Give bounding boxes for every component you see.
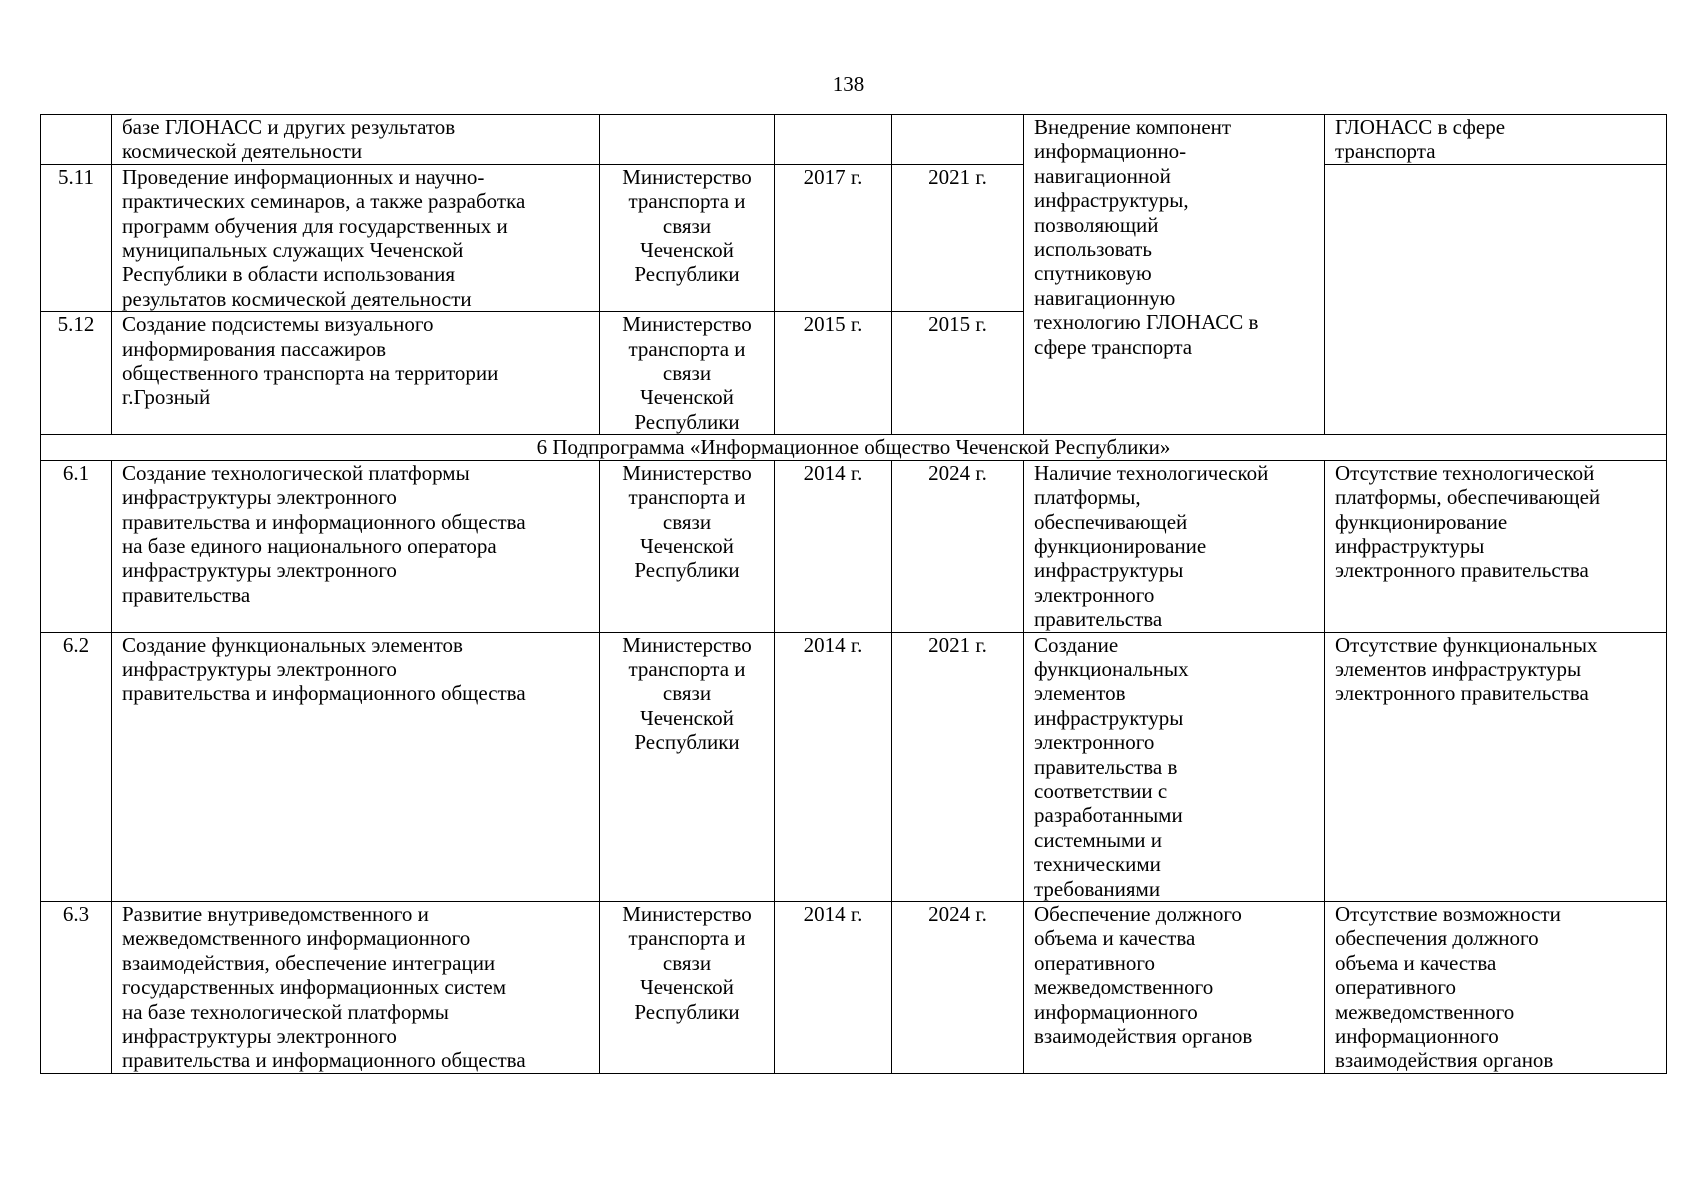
cell-consequence: Отсутствие функциональных элементов инфраструктуры электронного правительства [1325,632,1667,901]
cell-start: 2014 г. [775,460,892,632]
page-number: 138 [832,72,865,96]
cell-num [41,115,112,165]
cell-expected-result-merged: Внедрение компонент информационно- навигационной инфраструктуры, позволяющий использовать спутниковую навигационную технологию ГЛОНАСС в сфере транспорта [1024,115,1325,435]
cell-description: Развитие внутриведомственного и межведомственного информационного взаимодействия, обеспечение интеграции государственных информационных систем на базе технологической платформы инфраструктуры электронного правительства и информационного общества [112,902,600,1074]
cell-consequence: Отсутствие возможности обеспечения должного объема и качества оперативного межведомственного информационного взаимодействия органов [1325,902,1667,1074]
cell-start: 2017 г. [775,164,892,311]
cell-num: 5.12 [41,312,112,435]
cell-consequence: Отсутствие технологической платформы, обеспечивающей функционирование инфраструктуры электронного правительства [1325,460,1667,632]
cell-expected-result: Создание функциональных элементов инфраструктуры электронного правительства в соответствии с разработанными системными и техническими требованиями [1024,632,1325,901]
table-row-6-2 [41,632,1667,901]
cell-consequence: ГЛОНАСС в сфере транспорта [1325,115,1667,165]
section-title: 6 Подпрограмма «Информационное общество Чеченской Республики» [41,435,1667,460]
cell-executor: Министерство транспорта и связи Чеченской Республики [600,312,775,435]
cell-end [892,115,1024,165]
table-row-6-1 [41,460,1667,632]
cell-start [775,115,892,165]
cell-start: 2014 г. [775,632,892,901]
cell-end: 2021 г. [892,164,1024,311]
cell-description: Создание функциональных элементов инфраструктуры электронного правительства и информационного общества [112,632,600,901]
table-row-5-11 [41,164,1667,311]
cell-consequence-empty [1325,164,1667,434]
cell-description: базе ГЛОНАСС и других результатов космической деятельности [112,115,600,165]
cell-start: 2015 г. [775,312,892,435]
cell-expected-result: Обеспечение должного объема и качества оперативного межведомственного информационного взаимодействия органов [1024,902,1325,1074]
cell-executor: Министерство транспорта и связи Чеченской Республики [600,460,775,632]
cell-executor: Министерство транспорта и связи Чеченской Республики [600,632,775,901]
cell-description: Создание подсистемы визуального информирования пассажиров общественного транспорта на территории г.Грозный [112,312,600,435]
cell-end: 2024 г. [892,460,1024,632]
table-row-6-3 [41,902,1667,1074]
cell-num: 6.2 [41,632,112,901]
cell-end: 2015 г. [892,312,1024,435]
cell-description: Создание технологической платформы инфраструктуры электронного правительства и информационного общества на базе единого национального оператора инфраструктуры электронного правительства [112,460,600,632]
cell-num: 6.1 [41,460,112,632]
cell-end: 2024 г. [892,902,1024,1074]
cell-num: 5.11 [41,164,112,311]
table-row-continuation [41,115,1667,165]
cell-expected-result: Наличие технологической платформы, обеспечивающей функционирование инфраструктуры электронного правительства [1024,460,1325,632]
cell-executor: Министерство транспорта и связи Чеченской Республики [600,902,775,1074]
cell-executor [600,115,775,165]
cell-start: 2014 г. [775,902,892,1074]
program-measures-table [40,114,1667,1074]
table-row-section-6 [41,435,1667,460]
cell-description: Проведение информационных и научно- практических семинаров, а также разработка программ обучения для государственных и муниципальных служащих Чеченской Республики в области использования результатов космической деятельности [112,164,600,311]
cell-num: 6.3 [41,902,112,1074]
cell-executor: Министерство транспорта и связи Чеченской Республики [600,164,775,311]
cell-end: 2021 г. [892,632,1024,901]
